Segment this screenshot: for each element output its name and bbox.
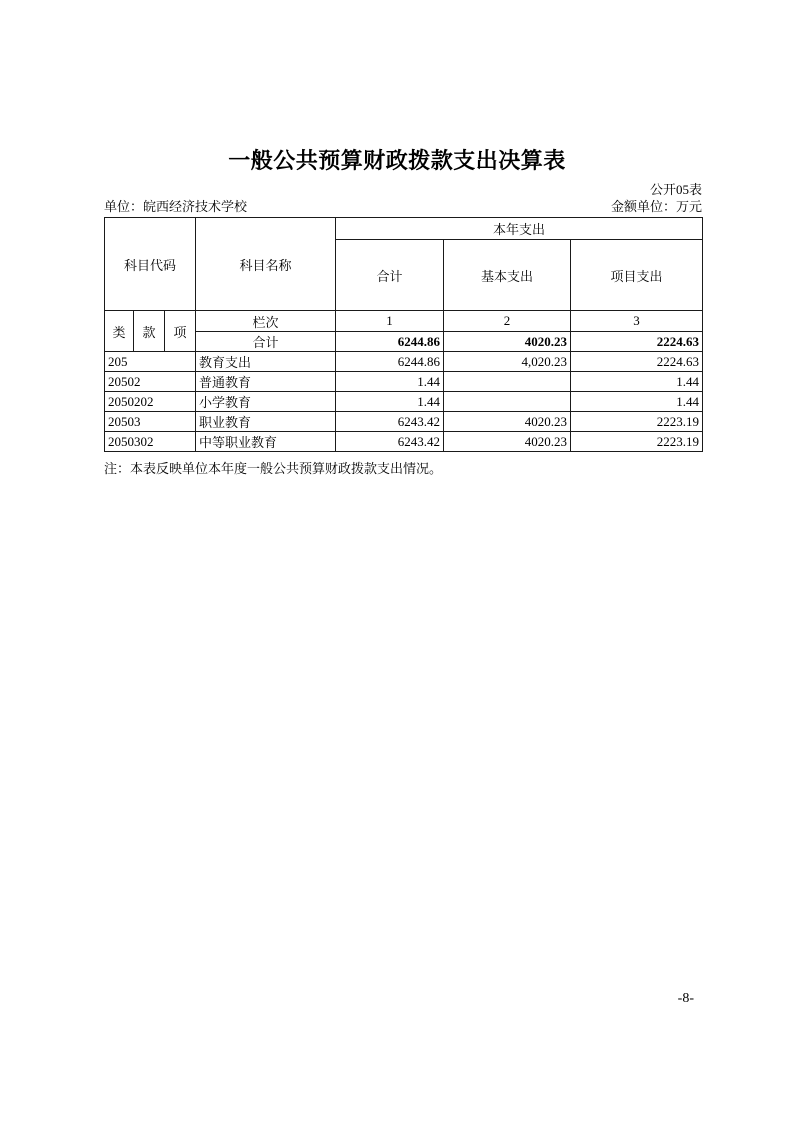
page-number: -8- [677, 991, 694, 1006]
header-row-top [105, 218, 703, 240]
total-cell: 6243.42 [336, 412, 444, 432]
project-cell: 1.44 [571, 372, 703, 392]
code-cell: 20503 [105, 412, 196, 432]
column-index-row [105, 311, 703, 332]
name-cell: 中等职业教育 [196, 432, 336, 452]
header-subject-code: 科目代码 [105, 218, 196, 311]
header-section: 款 [134, 311, 165, 352]
total-row-project: 2224.63 [571, 332, 703, 352]
budget-table [104, 217, 703, 452]
table-row [105, 352, 703, 372]
header-item: 项 [165, 311, 196, 352]
amount-unit-label: 金额单位：万元 [610, 199, 702, 214]
table-row [105, 412, 703, 432]
basic-cell [444, 392, 571, 412]
code-cell: 2050302 [105, 432, 196, 452]
header-subject-name: 科目名称 [196, 218, 336, 311]
name-cell: 职业教育 [196, 412, 336, 432]
basic-cell: 4020.23 [444, 412, 571, 432]
project-cell: 2223.19 [571, 432, 703, 452]
header-basic-expenditure: 基本支出 [444, 240, 571, 311]
header-column-label: 栏次 [196, 311, 336, 332]
basic-cell: 4020.23 [444, 432, 571, 452]
column-index-1: 1 [336, 311, 444, 332]
project-cell: 2223.19 [571, 412, 703, 432]
table-row [105, 392, 703, 412]
project-cell: 2224.63 [571, 352, 703, 372]
code-cell: 2050202 [105, 392, 196, 412]
column-index-3: 3 [571, 311, 703, 332]
total-cell: 1.44 [336, 372, 444, 392]
name-cell: 普通教育 [196, 372, 336, 392]
meta-row [104, 196, 702, 215]
name-cell: 教育支出 [196, 352, 336, 372]
unit-label: 单位：皖西经济技术学校 [104, 199, 248, 214]
code-cell: 205 [105, 352, 196, 372]
total-row-total: 6244.86 [336, 332, 444, 352]
header-class: 类 [105, 311, 134, 352]
name-cell: 小学教育 [196, 392, 336, 412]
table-note: 注：本表反映单位本年度一般公共预算财政拨款支出情况。 [104, 461, 443, 476]
header-total: 合计 [336, 240, 444, 311]
header-project-expenditure: 项目支出 [571, 240, 703, 311]
code-cell: 20502 [105, 372, 196, 392]
total-row-basic: 4020.23 [444, 332, 571, 352]
page-title: 一般公共预算财政拨款支出决算表 [228, 148, 566, 173]
form-number: 公开05表 [649, 182, 702, 197]
table-row [105, 372, 703, 392]
header-current-year-expenditure: 本年支出 [336, 218, 703, 240]
table-row [105, 432, 703, 452]
project-cell: 1.44 [571, 392, 703, 412]
total-cell: 6243.42 [336, 432, 444, 452]
basic-cell: 4,020.23 [444, 352, 571, 372]
column-index-2: 2 [444, 311, 571, 332]
total-row-label: 合计 [196, 332, 336, 352]
basic-cell [444, 372, 571, 392]
total-cell: 1.44 [336, 392, 444, 412]
total-cell: 6244.86 [336, 352, 444, 372]
